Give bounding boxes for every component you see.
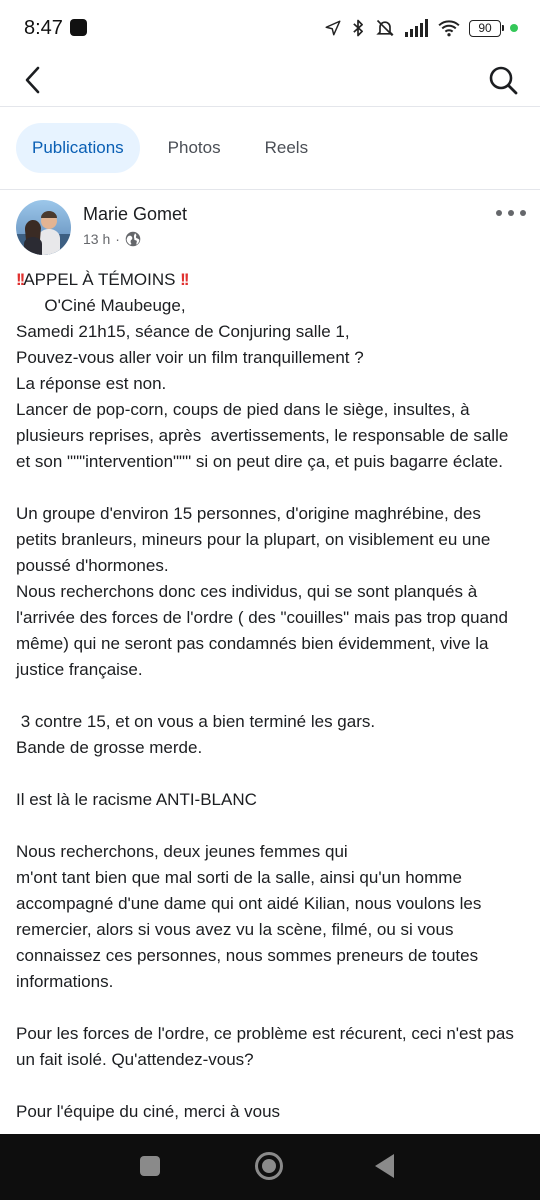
bluetooth-icon xyxy=(351,18,365,38)
divider xyxy=(0,189,540,190)
blank-line xyxy=(16,1073,526,1099)
system-back-button[interactable] xyxy=(375,1154,394,1178)
home-button[interactable] xyxy=(255,1152,283,1180)
post-more-button[interactable] xyxy=(496,206,526,220)
post-paragraph: Un groupe d'environ 15 personnes, d'origine maghrébine, des petits branleurs, mineurs pour la plupart, on visiblement eu une poussé d'hormones. xyxy=(16,504,496,575)
status-bar xyxy=(0,0,540,58)
post-paragraph: La réponse est non. xyxy=(16,374,167,393)
recents-button[interactable] xyxy=(140,1156,160,1176)
tab-reels[interactable]: Reels xyxy=(264,138,309,157)
post-paragraph: 3 contre 15, et on vous a bien terminé les gars. xyxy=(16,712,376,731)
double-exclamation-icon: !! xyxy=(180,270,188,289)
active-dot-icon xyxy=(510,24,518,32)
back-button[interactable] xyxy=(18,62,50,98)
chevron-left-icon xyxy=(18,62,50,98)
blank-line xyxy=(16,761,526,787)
location-arrow-icon xyxy=(324,19,342,37)
mute-icon xyxy=(374,18,396,38)
post-paragraph: Pour les forces de l'ordre, ce problème est récurent, ceci n'est pas un fait isolé. Qu'attendez-vous? xyxy=(16,1024,519,1069)
post-paragraph: Il est là le racisme ANTI-BLANC xyxy=(16,790,257,809)
profile-tabs xyxy=(16,122,336,174)
status-time: 8:47 xyxy=(24,17,63,39)
meta-separator: · xyxy=(115,231,120,247)
avatar[interactable] xyxy=(16,200,71,255)
post-title: APPEL À TÉMOINS xyxy=(23,270,176,289)
globe-icon xyxy=(125,231,141,247)
search-button[interactable] xyxy=(486,62,520,98)
post-header xyxy=(16,200,526,256)
search-icon xyxy=(486,62,520,98)
top-nav-bar xyxy=(0,58,540,107)
blank-line xyxy=(16,683,526,709)
double-exclamation-icon: !! xyxy=(16,270,24,289)
author-name[interactable]: Marie Gomet xyxy=(83,204,188,224)
status-icons xyxy=(324,16,518,40)
post-paragraph: Pouvez-vous aller voir un film tranquillement ? xyxy=(16,348,364,367)
post-paragraph: Nous recherchons, deux jeunes femmes qui xyxy=(16,842,348,861)
tab-publications[interactable]: Publications xyxy=(16,123,140,173)
notification-app-icon xyxy=(70,19,87,36)
tab-photos[interactable]: Photos xyxy=(167,138,221,157)
post-title-line xyxy=(16,267,526,293)
post-time[interactable]: 13 h xyxy=(83,231,111,247)
post-body-lines xyxy=(16,293,526,1125)
post-paragraph: m'ont tant bien que mal sorti de la salle, ainsi qu'un homme accompagné d'une dame qui ont aidé Kilian, nous voulons les remercier, alors si vous avez vu la scène, filmé, ou si vous connaissez ces personnes, nous sommes preneurs de toutes informations. xyxy=(16,868,487,991)
signal-icon xyxy=(405,19,429,37)
more-dots-icon xyxy=(496,210,502,216)
blank-line xyxy=(16,995,526,1021)
battery-icon: 90 xyxy=(469,20,501,37)
post-paragraph: O'Ciné Maubeuge, xyxy=(16,296,186,315)
post-paragraph: Nous recherchons donc ces individus, qui se sont planqués à l'arrivée des forces de l'ordre ( des "couilles" mais pas trop quand même) qui ne seront pas condamnés bien évidemment, vive la justice française. xyxy=(16,582,513,679)
wifi-icon xyxy=(438,19,460,37)
post-paragraph: Samedi 21h15, séance de Conjuring salle 1, xyxy=(16,322,350,341)
blank-line xyxy=(16,475,526,501)
post-paragraph: Bande de grosse merde. xyxy=(16,738,203,757)
post-text xyxy=(16,267,526,1125)
post-paragraph: Lancer de pop-corn, coups de pied dans le siège, insultes, à plusieurs reprises, après avertissements, le responsable de salle et son """intervention""" si on peut dire ça, et puis bagarre éclate. xyxy=(16,400,514,471)
post-meta xyxy=(83,231,141,247)
post-paragraph: Pour l'équipe du ciné, merci à vous xyxy=(16,1102,281,1121)
system-nav-bar xyxy=(0,1134,540,1200)
blank-line xyxy=(16,813,526,839)
